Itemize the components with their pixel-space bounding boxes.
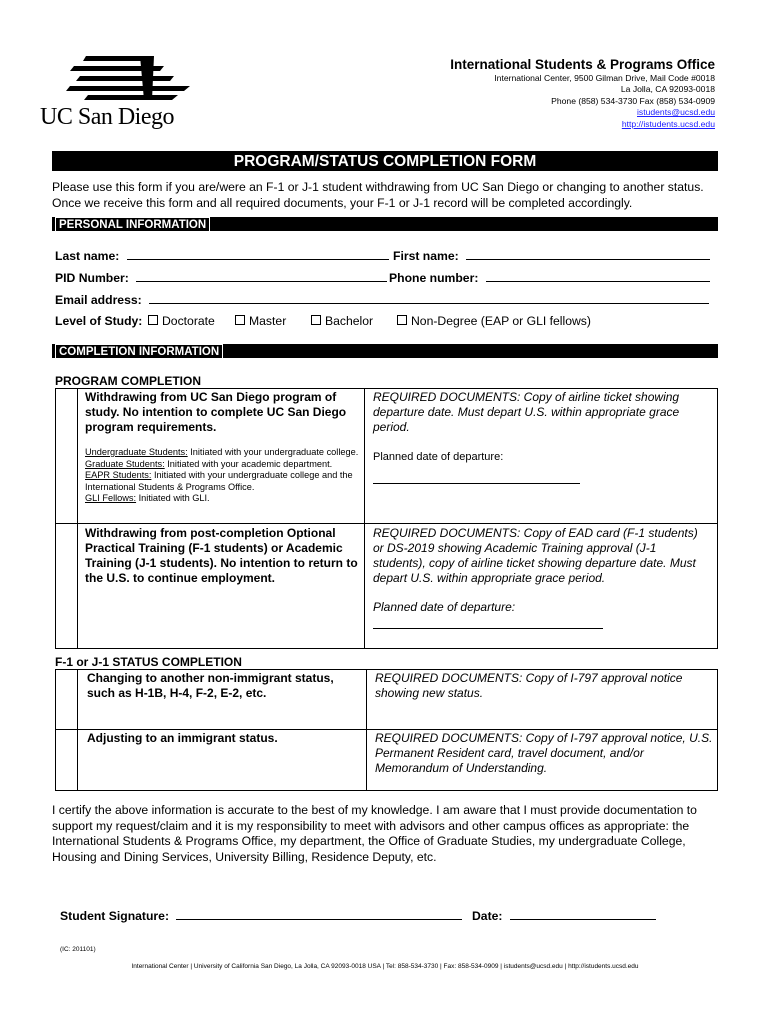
- change-status-description: Changing to another non-immigrant status, such as H-1B, H-4, F-2, E-2, etc.: [87, 671, 334, 700]
- last-name-field[interactable]: [127, 247, 389, 260]
- office-header: [450, 57, 715, 130]
- option-change-status-checkbox[interactable]: [55, 669, 77, 729]
- planned-departure-label-2: Planned date of departure:: [373, 600, 516, 614]
- level-non-degree[interactable]: [397, 314, 591, 329]
- date-field[interactable]: [510, 907, 656, 920]
- email-label: Email address:: [55, 293, 142, 307]
- email-row: [55, 291, 709, 308]
- planned-departure-field-2[interactable]: [373, 616, 603, 629]
- last-name-label: Last name:: [55, 249, 120, 263]
- footer-contact-line: International Center | University of California San Diego, La Jolla, CA 92093-0018 USA | Tel: 858-534-3730 | Fax: 858-534-0909 | istudents@ucsd.edu | http://istudents.ucsd.edu: [131, 963, 639, 970]
- pid-label: PID Number:: [55, 271, 129, 285]
- student-signature-field[interactable]: [176, 907, 462, 920]
- last-name-row: [55, 247, 389, 264]
- row-divider: [55, 523, 718, 524]
- level-doctorate[interactable]: [148, 314, 215, 329]
- date-row: [472, 907, 656, 924]
- ucsd-logo: [40, 50, 200, 140]
- level-bachelor[interactable]: [311, 314, 373, 329]
- note-eapr: EAPR Students: Initiated with your undergraduate college and the International Students & Programs Office.: [85, 470, 353, 492]
- adjust-status-description: Adjusting to an immigrant status.: [87, 731, 278, 745]
- withdraw-program-description: Withdrawing from UC San Diego program of study. No intention to complete UC San Diego program requirements.: [85, 390, 347, 434]
- level-bachelor-label: Bachelor: [325, 314, 374, 328]
- withdraw-program-notes: [85, 447, 360, 505]
- pid-field[interactable]: [136, 269, 387, 282]
- student-signature-label: Student Signature:: [60, 909, 170, 923]
- office-phone-fax: Phone (858) 534-3730 Fax (858) 534-0909: [551, 95, 715, 106]
- level-master[interactable]: [235, 314, 286, 329]
- personal-info-heading-label: PERSONAL INFORMATION: [55, 217, 210, 231]
- completion-info-heading: [52, 344, 718, 358]
- first-name-row: [393, 247, 710, 264]
- first-name-field[interactable]: [466, 247, 710, 260]
- checkbox-icon[interactable]: [235, 315, 245, 325]
- phone-field[interactable]: [486, 269, 710, 282]
- office-address-1: International Center, 9500 Gilman Drive, Mail Code #0018: [494, 73, 715, 83]
- option-withdraw-program-checkbox[interactable]: [55, 388, 77, 523]
- option-adjust-status-checkbox[interactable]: [55, 730, 77, 791]
- office-address-2: La Jolla, CA 92093-0018: [620, 84, 715, 95]
- level-doctorate-label: Doctorate: [162, 314, 215, 328]
- level-of-study-label: Level of Study:: [55, 314, 143, 328]
- note-gli: GLI Fellows: Initiated with GLI.: [85, 493, 210, 503]
- signature-row: [60, 907, 462, 924]
- adjust-status-required-docs: REQUIRED DOCUMENTS: Copy of I-797 approval notice, U.S. Permanent Resident card, travel document, and/or Memorandum of Understanding.: [375, 731, 713, 775]
- completion-info-heading-label: COMPLETION INFORMATION: [55, 344, 223, 358]
- office-website-link[interactable]: http://istudents.ucsd.edu: [621, 118, 715, 129]
- option-withdraw-opt-checkbox[interactable]: [55, 524, 77, 649]
- office-title: International Students & Programs Office: [450, 57, 715, 72]
- withdraw-opt-required-docs: REQUIRED DOCUMENTS: Copy of EAD card (F-1 students) or DS-2019 showing Academic Training approval (J-1 students), copy of airline ticket showing departure date. Must depart U.S. within appropriate grace period.: [373, 526, 698, 585]
- first-name-label: First name:: [393, 249, 459, 263]
- intro-text: Please use this form if you are/were an F-1 or J-1 student withdrawing from UC San Diego or changing to another status. Once we receive this form and all required documents, your F-1 or J-1 record will be completed accordingly.: [52, 180, 704, 210]
- pid-row: [55, 269, 387, 286]
- program-completion-heading: PROGRAM COMPLETION: [55, 374, 201, 388]
- date-label: Date:: [472, 909, 503, 923]
- withdraw-opt-description: Withdrawing from post-completion Optional Practical Training (F-1 students) or Academic Training (J-1 students). No intention to return to the U.S. to continue employment.: [85, 526, 358, 585]
- withdraw-program-required-docs: REQUIRED DOCUMENTS: Copy of airline ticket showing departure date. Must depart U.S. within appropriate grace period.: [373, 390, 680, 434]
- form-title: PROGRAM/STATUS COMPLETION FORM: [52, 151, 718, 171]
- personal-info-heading: [52, 217, 718, 231]
- note-undergraduate: Undergraduate Students: Initiated with your undergraduate college.: [85, 447, 359, 457]
- checkbox-icon[interactable]: [148, 315, 158, 325]
- checkbox-icon[interactable]: [397, 315, 407, 325]
- note-graduate: Graduate Students: Initiated with your academic department.: [85, 458, 333, 469]
- row-divider: [55, 729, 718, 730]
- level-non-degree-label: Non-Degree (EAP or GLI fellows): [411, 314, 591, 328]
- phone-label: Phone number:: [389, 271, 479, 285]
- status-completion-heading: F-1 or J-1 STATUS COMPLETION: [55, 655, 242, 669]
- logo-text: UC San Diego: [40, 104, 174, 130]
- checkbox-icon[interactable]: [311, 315, 321, 325]
- change-status-required-docs: REQUIRED DOCUMENTS: Copy of I-797 approval notice showing new status.: [375, 671, 683, 700]
- email-field[interactable]: [149, 291, 709, 304]
- planned-departure-field-1[interactable]: [373, 471, 580, 484]
- column-divider: [77, 669, 78, 791]
- column-divider: [77, 388, 78, 649]
- column-divider: [364, 388, 365, 649]
- phone-row: [389, 269, 710, 286]
- certification-text: I certify the above information is accurate to the best of my knowledge. I am aware that I must provide documentation to support my request/claim and it is my responsibility to meet with advisors and other campus offices as appropriate: the International Students & Programs Office, my department, the Office of Graduate Studies, my undergraduate College, Housing and Dining Services, University Billing, Residence Deputy, etc.: [52, 803, 697, 864]
- planned-departure-label-1: Planned date of departure:: [373, 451, 504, 463]
- office-email-link[interactable]: istudents@ucsd.edu: [637, 107, 715, 118]
- level-master-label: Master: [249, 314, 287, 328]
- column-divider: [366, 669, 367, 791]
- form-code: (IC: 201101): [60, 946, 96, 953]
